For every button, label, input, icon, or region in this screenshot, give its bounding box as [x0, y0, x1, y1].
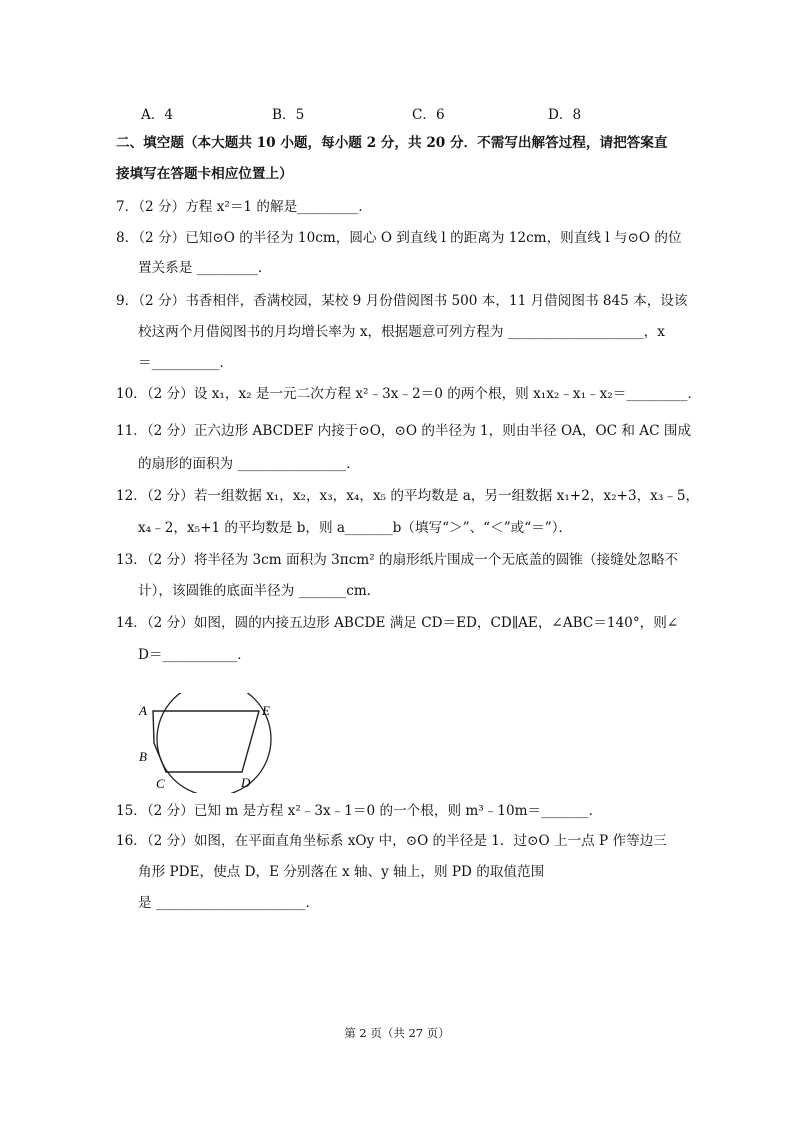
option-c: C．6 — [412, 107, 445, 123]
label-b: B — [139, 749, 147, 764]
question-9-cont: 校这两个月借阅图书的月均增长率为 x，根据题意可列方程为 ____________________，x — [138, 324, 665, 340]
question-9: 9．（2 分）书香相伴，香满校园，某校 9 月份借阅图书 500 本，11 月借阅图书 845 本，设该 — [116, 293, 688, 309]
question-8: 8．（2 分）已知⊙O 的半径为 10cm，圆心 O 到直线 l 的距离为 12cm，则直线 l 与⊙O 的位 — [116, 230, 682, 246]
question-11-cont: 的扇形的面积为 ________________． — [138, 456, 360, 472]
question-14: 14．（2 分）如图，圆的内接五边形 ABCDE 满足 CD＝ED，CD∥AE，∠ABC＝140°，则∠ — [116, 615, 679, 631]
label-c: C — [156, 776, 165, 791]
question-16-cont: 角形 PDE，使点 D，E 分别落在 x 轴、y 轴上，则 PD 的取值范围 — [138, 864, 545, 880]
question-12: 12．（2 分）若一组数据 x₁，x₂，x₃，x₄，x₅ 的平均数是 a，另一组数据 x₁+2，x₂+3，x₃﹣5， — [116, 488, 700, 504]
question-8-cont: 置关系是 _________． — [138, 260, 272, 276]
question-16: 16．（2 分）如图，在平面直角坐标系 xOy 中，⊙O 的半径是 1．过⊙O 上一点 P 作等边三 — [116, 833, 667, 849]
section-heading-cont: 接填写在答题卡相应位置上） — [116, 166, 293, 182]
option-a: A．4 — [141, 107, 174, 123]
pentagon-circle-figure — [134, 693, 284, 793]
question-10: 10．（2 分）设 x₁，x₂ 是一元二次方程 x²﹣3x﹣2＝0 的两个根，则 x₁x₂﹣x₁﹣x₂＝_________． — [116, 386, 702, 402]
page-footer: 第 2 页（共 27 页） — [344, 1026, 450, 1040]
question-13-cont: 计），该圆锥的底面半径为 _______cm． — [138, 583, 381, 599]
option-d: D．8 — [548, 107, 582, 123]
question-16-cont2: 是 ______________________． — [138, 895, 320, 911]
label-a: A — [139, 703, 147, 718]
question-12-cont: x₄﹣2，x₅+1 的平均数是 b，则 a_______b（填写“＞”、“＜”或“＝”）． — [138, 520, 573, 536]
circle — [157, 693, 271, 793]
option-b: B．5 — [272, 107, 305, 123]
question-14-cont: D＝___________． — [138, 647, 251, 663]
question-11: 11．（2 分）正六边形 ABCDEF 内接于⊙O，⊙O 的半径为 1，则由半径 OA，OC 和 AC 围成 — [116, 423, 692, 439]
question-15: 15．（2 分）已知 m 是方程 x²﹣3x﹣1＝0 的一个根，则 m³﹣10m＝_______． — [116, 803, 603, 819]
pentagon-abcde — [153, 711, 259, 772]
label-e: E — [262, 703, 270, 718]
question-7: 7．（2 分）方程 x²＝1 的解是_________． — [116, 199, 372, 215]
section-heading: 二、填空题（本大题共 10 小题，每小题 2 分，共 20 分．不需写出解答过程，请把答案直 — [116, 135, 668, 151]
question-9-cont2: ＝__________． — [138, 355, 234, 371]
question-13: 13．（2 分）将半径为 3cm 面积为 3πcm² 的扇形纸片围成一个无底盖的圆锥（接缝处忽略不 — [116, 552, 679, 568]
label-d: D — [241, 775, 251, 790]
